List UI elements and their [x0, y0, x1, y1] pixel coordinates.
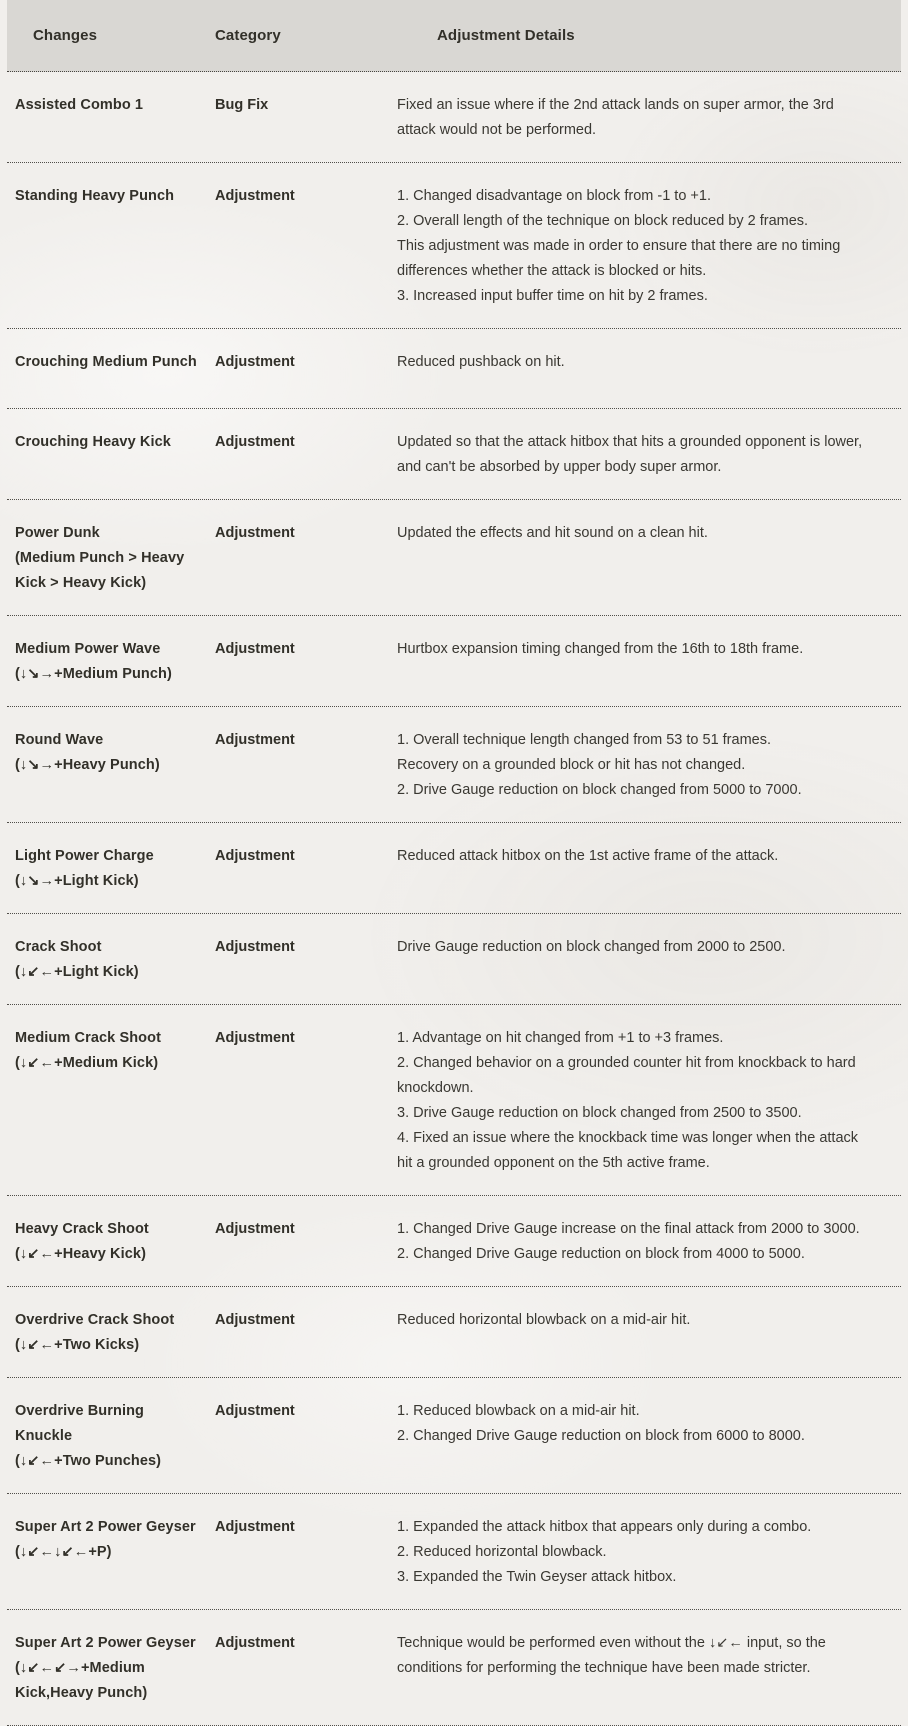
move-name: Medium Crack Shoot [15, 1030, 162, 1046]
category-cell: Adjustment [215, 732, 295, 748]
detail-line: Fixed an issue where if the 2nd attack lands on super armor, the 3rd attack would not be performed. [397, 97, 834, 138]
detail-line: Reduced horizontal blowback on a mid-air hit. [397, 1312, 691, 1328]
category-cell: Adjustment [215, 1519, 295, 1535]
move-name: Assisted Combo 1 [15, 97, 144, 113]
details-cell [397, 1026, 873, 1176]
move-input-notation: (↓↙←↓↙←+P) [15, 1544, 112, 1560]
change-cell [15, 430, 215, 480]
table-row [7, 1610, 901, 1726]
category-cell: Adjustment [215, 1030, 295, 1046]
detail-line: 4. Fixed an issue where the knockback time was longer when the attack hit a grounded opponent on the 5th active frame. [397, 1130, 859, 1171]
detail-line: 3. Expanded the Twin Geyser attack hitbox. [397, 1569, 677, 1585]
change-cell [15, 1515, 215, 1590]
table-row [7, 1287, 901, 1378]
detail-line: Recovery on a grounded block or hit has not changed. [397, 757, 746, 773]
details-cell [397, 935, 873, 985]
move-input-notation: (Medium Punch > Heavy Kick > Heavy Kick) [15, 550, 185, 591]
details-cell [397, 521, 873, 596]
move-name: Light Power Charge [15, 848, 154, 864]
detail-line: This adjustment was made in order to ensure that there are no timing differences whether the attack is blocked or hits. [397, 238, 841, 279]
change-cell [15, 93, 215, 143]
details-cell [397, 1308, 873, 1358]
change-cell [15, 637, 215, 687]
detail-line: Updated the effects and hit sound on a clean hit. [397, 525, 708, 541]
detail-line: 2. Overall length of the technique on block reduced by 2 frames. [397, 213, 809, 229]
column-header-adjustment-details: Adjustment Details [437, 27, 575, 44]
category-cell: Adjustment [215, 939, 295, 955]
detail-line: 1. Reduced blowback on a mid-air hit. [397, 1403, 640, 1419]
detail-line: 1. Expanded the attack hitbox that appears only during a combo. [397, 1519, 812, 1535]
column-header-changes: Changes [33, 27, 98, 44]
move-name: Heavy Crack Shoot [15, 1221, 149, 1237]
move-name: Power Dunk [15, 525, 100, 541]
detail-line: 1. Overall technique length changed from 53 to 51 frames. [397, 732, 771, 748]
change-cell [15, 1026, 215, 1176]
move-name: Standing Heavy Punch [15, 188, 175, 204]
change-cell [15, 184, 215, 309]
change-cell [15, 844, 215, 894]
table-row [7, 72, 901, 163]
detail-line: 1. Advantage on hit changed from +1 to +3 frames. [397, 1030, 724, 1046]
category-cell: Adjustment [215, 1403, 295, 1419]
detail-line: 2. Reduced horizontal blowback. [397, 1544, 607, 1560]
table-row [7, 329, 901, 409]
move-name: Round Wave [15, 732, 104, 748]
move-input-notation: (↓↙←+Medium Kick) [15, 1055, 159, 1071]
move-name: Super Art 2 Power Geyser [15, 1519, 196, 1535]
category-cell: Adjustment [215, 1635, 295, 1651]
change-cell [15, 1308, 215, 1358]
table-row [7, 500, 901, 616]
change-cell [15, 521, 215, 596]
details-cell [397, 350, 873, 389]
detail-line: 3. Drive Gauge reduction on block changed from 2500 to 3500. [397, 1105, 802, 1121]
detail-line: 2. Changed Drive Gauge reduction on block from 4000 to 5000. [397, 1246, 805, 1262]
move-name: Overdrive Crack Shoot [15, 1312, 175, 1328]
details-cell [397, 1515, 873, 1590]
detail-line: Reduced attack hitbox on the 1st active frame of the attack. [397, 848, 779, 864]
details-cell [397, 93, 873, 143]
details-cell [397, 430, 873, 480]
category-cell: Adjustment [215, 1221, 295, 1237]
patch-notes-table [7, 0, 901, 1726]
details-cell [397, 728, 873, 803]
move-input-notation: (↓↙←↙→+Medium Kick,Heavy Punch) [15, 1660, 148, 1701]
category-cell: Adjustment [215, 1312, 295, 1328]
category-cell: Adjustment [215, 434, 295, 450]
detail-line: Updated so that the attack hitbox that hits a grounded opponent is lower, and can't be absorbed by upper body super armor. [397, 434, 863, 475]
detail-line: Technique would be performed even without the ↓↙← input, so the conditions for performing the technique have been made stricter. [397, 1635, 826, 1676]
change-cell [15, 1399, 215, 1474]
move-name: Crouching Heavy Kick [15, 434, 171, 450]
table-row [7, 1005, 901, 1196]
move-name: Crack Shoot [15, 939, 102, 955]
move-name: Overdrive Burning Knuckle [15, 1403, 145, 1444]
change-cell [15, 935, 215, 985]
details-cell [397, 637, 873, 687]
category-cell: Adjustment [215, 848, 295, 864]
detail-line: 3. Increased input buffer time on hit by 2 frames. [397, 288, 708, 304]
category-cell: Adjustment [215, 525, 295, 541]
details-cell [397, 1399, 873, 1474]
details-cell [397, 844, 873, 894]
table-row [7, 409, 901, 500]
table-row [7, 707, 901, 823]
category-cell: Adjustment [215, 188, 295, 204]
move-name: Crouching Medium Punch [15, 354, 197, 370]
change-cell [15, 1217, 215, 1267]
table-row [7, 163, 901, 329]
details-cell [397, 184, 873, 309]
change-cell [15, 350, 215, 389]
detail-line: 1. Changed Drive Gauge increase on the final attack from 2000 to 3000. [397, 1221, 860, 1237]
table-row [7, 1196, 901, 1287]
details-cell [397, 1631, 873, 1706]
table-row [7, 914, 901, 1005]
table-header-row [7, 0, 901, 72]
category-cell: Adjustment [215, 354, 295, 370]
move-input-notation: (↓↘→+Light Kick) [15, 873, 139, 889]
move-name: Super Art 2 Power Geyser [15, 1635, 196, 1651]
move-input-notation: (↓↘→+Medium Punch) [15, 666, 172, 682]
table-row [7, 823, 901, 914]
table-row [7, 1494, 901, 1610]
move-input-notation: (↓↙←+Two Kicks) [15, 1337, 140, 1353]
details-cell [397, 1217, 873, 1267]
move-input-notation: (↓↘→+Heavy Punch) [15, 757, 160, 773]
detail-line: 2. Changed behavior on a grounded counter hit from knockback to hard knockdown. [397, 1055, 856, 1096]
category-cell: Bug Fix [215, 97, 269, 113]
category-cell: Adjustment [215, 641, 295, 657]
detail-line: Hurtbox expansion timing changed from the 16th to 18th frame. [397, 641, 804, 657]
table-row [7, 616, 901, 707]
detail-line: 2. Changed Drive Gauge reduction on block from 6000 to 8000. [397, 1428, 805, 1444]
detail-line: 1. Changed disadvantage on block from -1 to +1. [397, 188, 711, 204]
move-input-notation: (↓↙←+Heavy Kick) [15, 1246, 147, 1262]
table-row [7, 1378, 901, 1494]
move-name: Medium Power Wave [15, 641, 161, 657]
column-header-category: Category [215, 27, 281, 44]
move-input-notation: (↓↙←+Two Punches) [15, 1453, 162, 1469]
table-body [7, 72, 901, 1726]
detail-line: Drive Gauge reduction on block changed from 2000 to 2500. [397, 939, 786, 955]
change-cell [15, 1631, 215, 1706]
detail-line: 2. Drive Gauge reduction on block changed from 5000 to 7000. [397, 782, 802, 798]
move-input-notation: (↓↙←+Light Kick) [15, 964, 139, 980]
change-cell [15, 728, 215, 803]
detail-line: Reduced pushback on hit. [397, 354, 565, 370]
